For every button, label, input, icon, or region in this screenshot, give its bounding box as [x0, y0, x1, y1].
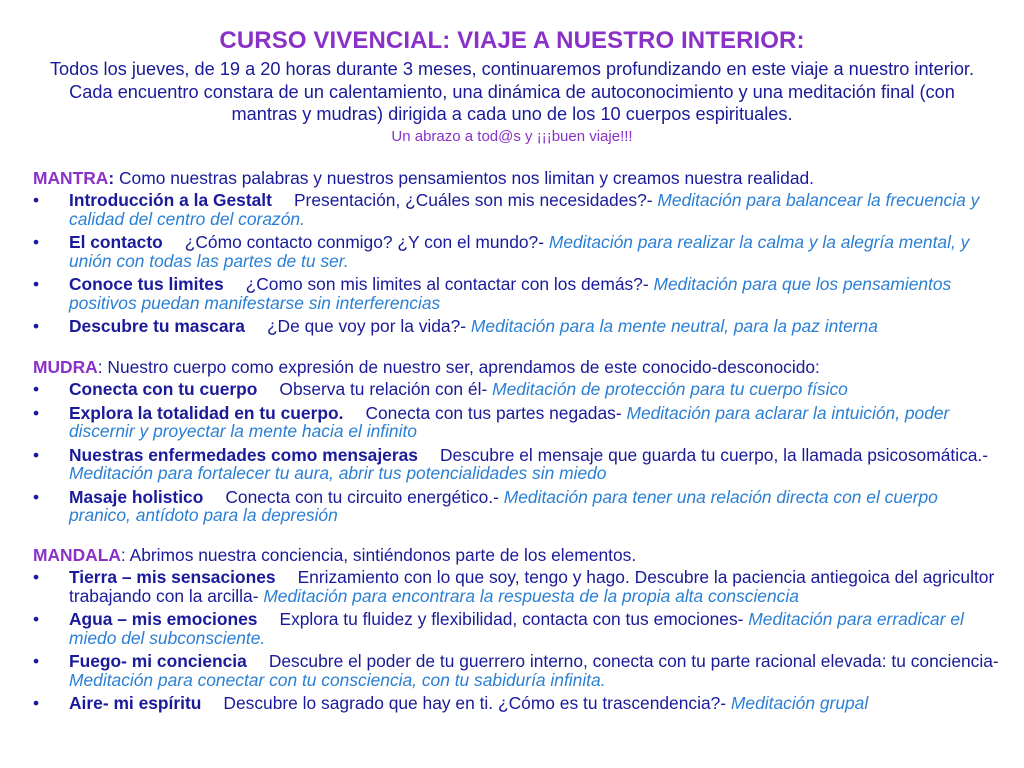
item-meditation: Meditación para tener una relación directa con el cuerpo pranico, antídoto para la depresión — [69, 486, 938, 525]
item-description: ¿Como son mis limites al contactar con los demás? — [245, 274, 643, 294]
item-title: Nuestras enfermedades como mensajeras — [69, 444, 418, 465]
item-title: Masaje holistico — [69, 486, 204, 507]
list-item — [33, 610, 1002, 647]
item-list — [33, 191, 1002, 336]
section-intro: Nuestro cuerpo como expresión de nuestro ser, aprendamos de este conocido-desconocido: — [102, 357, 820, 377]
list-item — [33, 275, 1002, 312]
item-description: Enrizamiento con lo que soy, tengo y hago. Descubre la paciencia antiegoica del agricultor trabajando con la arcilla — [69, 567, 995, 606]
item-title: Tierra – mis sensaciones — [69, 567, 276, 587]
page-title: CURSO VIVENCIAL: VIAJE A NUESTRO INTERIOR: — [219, 27, 805, 54]
item-meditation: Meditación para aclarar la intuición, poder discernir y proyectar la mente hacia el infinito — [69, 402, 950, 441]
bullet-icon: • — [33, 609, 40, 629]
greeting-line: Un abrazo a tod@s y ¡¡¡buen viaje!!! — [391, 127, 633, 145]
item-title: Agua – mis emociones — [69, 609, 258, 629]
item-description: Descubre lo sagrado que hay en ti. ¿Cómo es tu trascendencia? — [223, 693, 721, 713]
item-meditation: Meditación para la mente neutral, para la paz interna — [470, 316, 878, 336]
bullet-icon: • — [33, 651, 40, 671]
header — [0, 26, 1024, 146]
item-title: Aire- mi espíritu — [69, 693, 202, 713]
item-description: Descubre el poder de tu guerrero interno, conecta con tu parte racional elevada: tu conciencia — [268, 651, 993, 671]
bullet-icon: • — [33, 379, 40, 399]
item-separator: - — [982, 444, 989, 465]
item-title: El contacto — [69, 232, 163, 252]
bullet-icon: • — [33, 402, 40, 423]
bullet-icon: • — [33, 486, 40, 507]
item-separator: - — [460, 316, 471, 336]
bullet-icon: • — [33, 693, 40, 713]
item-separator: - — [481, 379, 493, 399]
item-meditation: Meditación para fortalecer tu aura, abrir tus potencialidades sin miedo — [69, 463, 607, 483]
section-label: MANDALA — [33, 545, 121, 565]
item-separator: - — [615, 402, 627, 423]
section-label: MANTRA — [33, 168, 109, 188]
section-intro: Abrimos nuestra conciencia, sintiéndonos parte de los elementos. — [125, 545, 637, 565]
item-meditation: Meditación de protección para tu cuerpo físico — [492, 379, 848, 399]
intro-paragraph: Todos los jueves, de 19 a 20 horas durante 3 meses, continuaremos profundizando en este viaje a nuestro interior. Cada encuentro constara de un calentamiento, una dinámica de autoconocimiento y una meditación final (con mantras y mudras) dirigida a cada uno de los 10 cuerpos espirituales. — [49, 59, 975, 124]
section-heading — [33, 357, 1002, 378]
item-meditation: Meditación para conectar con tu consciencia, con tu sabiduría infinita. — [69, 669, 606, 690]
list-item — [33, 488, 1002, 525]
section-heading — [33, 168, 1002, 189]
bullet-icon: • — [33, 232, 40, 252]
list-item — [33, 568, 1002, 605]
item-description: Presentación, ¿Cuáles son mis necesidades? — [293, 190, 647, 210]
item-description: Conecta con tus partes negadas — [365, 402, 616, 423]
item-description: Explora tu fluidez y flexibilidad, contacta con tus emociones — [279, 609, 738, 629]
item-separator: - — [493, 486, 504, 507]
item-title: Fuego- mi conciencia — [69, 651, 247, 671]
section-mudra — [33, 357, 1002, 530]
section-mandala — [33, 545, 1002, 718]
item-meditation: Meditación grupal — [730, 693, 869, 713]
section-heading — [33, 545, 1002, 566]
section-colon: : — [120, 545, 126, 565]
list-item — [33, 404, 1002, 441]
item-description: Descubre el mensaje que guarda tu cuerpo, la llamada psicosomática. — [439, 444, 983, 465]
item-separator: - — [252, 585, 264, 606]
bullet-icon: • — [33, 190, 40, 210]
item-description: ¿De que voy por la vida? — [266, 316, 461, 336]
section-colon: : — [108, 168, 115, 188]
section-mantra — [33, 168, 1002, 341]
item-description: ¿Cómo contacto conmigo? ¿Y con el mundo? — [184, 232, 539, 252]
list-item — [33, 317, 1002, 336]
section-intro: Como nuestras palabras y nuestros pensamientos nos limitan y creamos nuestra realidad. — [114, 168, 814, 188]
list-item — [33, 446, 1002, 483]
item-title: Descubre tu mascara — [69, 316, 245, 336]
list-item — [33, 380, 1002, 399]
item-title: Explora la totalidad en tu cuerpo. — [69, 402, 344, 423]
section-label: MUDRA — [33, 357, 98, 377]
item-list — [33, 568, 1002, 713]
item-meditation: Meditación para que los pensamientos positivos puedan manifestarse sin interferencias — [69, 274, 952, 313]
list-item — [33, 233, 1002, 270]
item-title: Conoce tus limites — [69, 274, 224, 294]
bullet-icon: • — [33, 567, 40, 587]
bullet-icon: • — [33, 274, 40, 294]
item-separator: - — [992, 651, 999, 671]
item-meditation: Meditación para balancear la frecuencia y calidad del centro del corazón. — [69, 190, 980, 229]
item-description: Conecta con tu circuito energético. — [225, 486, 494, 507]
item-separator: - — [720, 693, 731, 713]
item-title: Conecta con tu cuerpo — [69, 379, 258, 399]
item-meditation: Meditación para encontrara la respuesta de la propia alta consciencia — [263, 585, 799, 606]
item-meditation: Meditación para realizar la calma y la alegría mental, y unión con todas las partes de tu ser. — [69, 232, 970, 271]
list-item — [33, 652, 1002, 689]
item-separator: - — [646, 190, 658, 210]
item-separator: - — [642, 274, 654, 294]
item-description: Observa tu relación con él — [279, 379, 482, 399]
item-separator: - — [737, 609, 749, 629]
item-list — [33, 380, 1002, 525]
bullet-icon: • — [33, 316, 40, 336]
list-item — [33, 694, 1002, 713]
item-meditation: Meditación para erradicar el miedo del subconsciente. — [69, 609, 964, 648]
section-colon: : — [97, 357, 103, 377]
item-separator: - — [538, 232, 549, 252]
item-title: Introducción a la Gestalt — [69, 190, 272, 210]
list-item — [33, 191, 1002, 228]
bullet-icon: • — [33, 444, 40, 465]
